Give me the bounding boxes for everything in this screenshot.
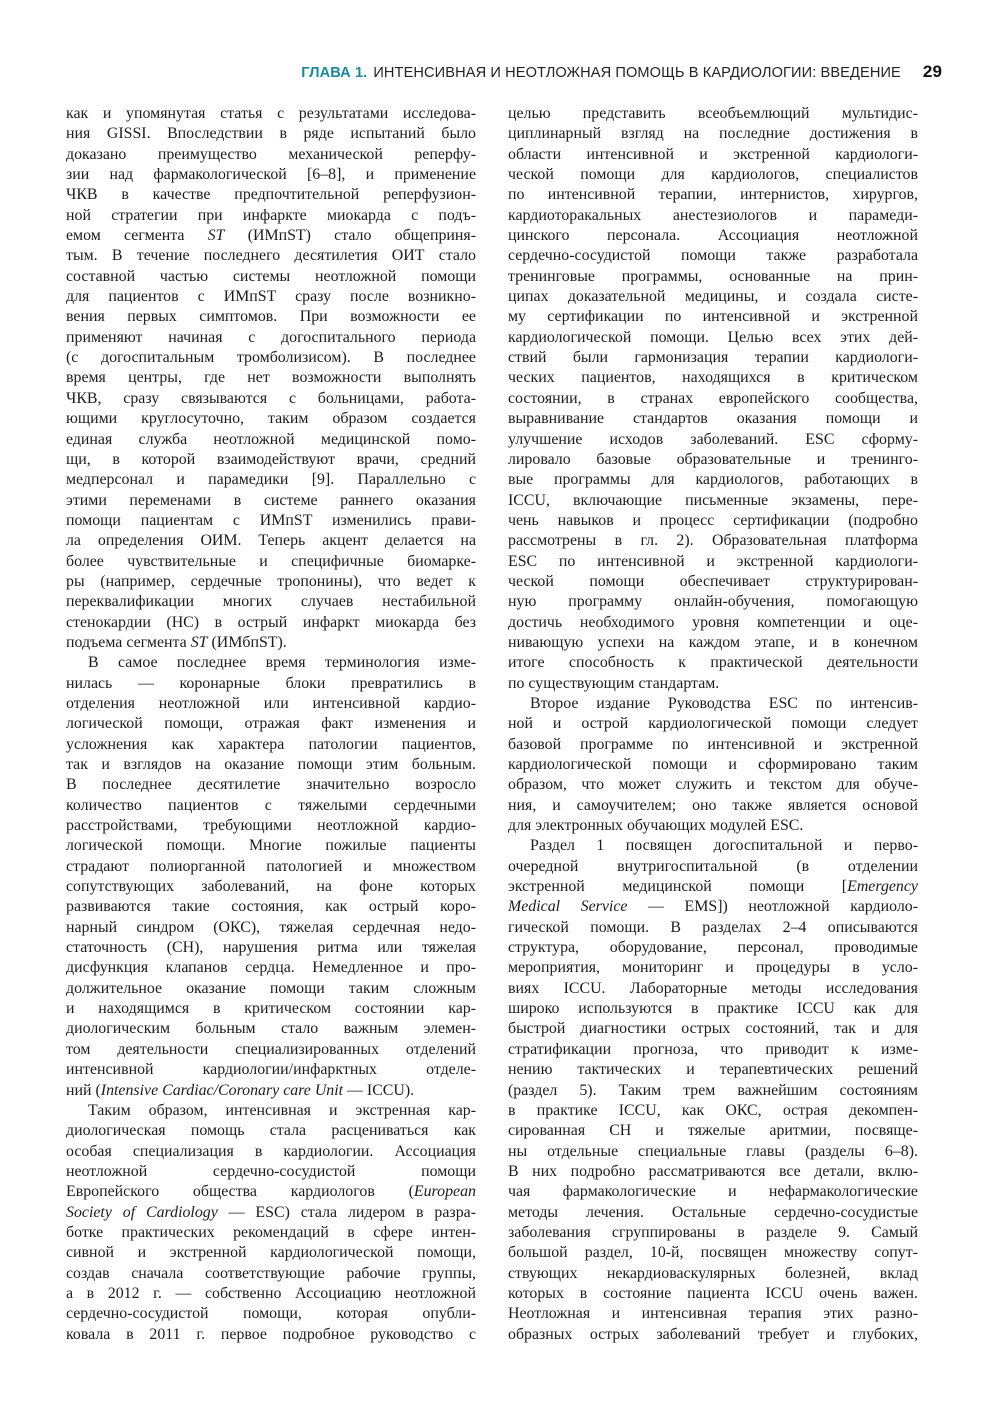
text-line: расстройствами, требующими неотложной кардио- <box>66 817 476 835</box>
text-line: ципах доказательной медицины, и создала систе- <box>508 288 918 306</box>
text-line: особая специализация в кардиологии. Ассоциация <box>66 1142 476 1160</box>
text-line: составной частью системы неотложной помощи <box>66 267 476 285</box>
text-line: очередной внутригоспитальной (в отделении <box>508 857 918 875</box>
text-line: а в 2012 г. — собственно Ассоциацию неотложной <box>66 1284 476 1302</box>
text-line: ния GISSI. Впоследствии в ряде испытаний было <box>66 125 476 143</box>
text-line: ICCU, включающие письменные экзамены, пере- <box>508 491 918 509</box>
text-line: выравнивание стандартов оказания помощи и <box>508 410 918 428</box>
text-line: итоге способность к практической деятельности <box>508 654 918 672</box>
text-line: экстренной медицинской помощи [Emergency <box>508 878 918 896</box>
text-line: методы лечения. Остальные сердечно-сосудистые <box>508 1203 918 1221</box>
text-line: страдают полиорганной патологией и множеством <box>66 857 476 875</box>
text-line: гической помощи. В разделах 2–4 описываются <box>508 918 918 936</box>
text-line: интенсивной кардиологии/инфарктных отделе- <box>66 1061 476 1079</box>
text-line: состоянии, в странах европейского сообщества, <box>508 389 918 407</box>
text-line: (раздел 5). Таким трем важнейшим состояниям <box>508 1081 918 1099</box>
text-line: для электронных обучающих модулей ESC. <box>508 817 804 835</box>
text-line: Society of Cardiology — ESC) стала лидером в разра- <box>66 1203 476 1221</box>
text-line: ческой помощи для кардиологов, специалистов <box>508 166 918 184</box>
text-line: медперсонал и парамедики [9]. Параллельно с <box>66 471 476 489</box>
text-line: нилась — коронарные блоки превратились в <box>66 674 476 692</box>
text-line: усложнения как характера патологии пациентов, <box>66 735 476 753</box>
chapter-label: ГЛАВА 1. <box>301 65 368 81</box>
chapter-title: ИНТЕНСИВНАЯ И НЕОТЛОЖНАЯ ПОМОЩЬ В КАРДИОЛОГИИ: ВВЕДЕНИЕ <box>373 65 901 81</box>
text-line: ры (например, сердечные тропонины), что ведет к <box>66 572 476 590</box>
text-line: базовой программе по интенсивной и экстренной <box>508 735 918 753</box>
text-line: отделения неотложной или интенсивной кардио- <box>66 694 476 712</box>
text-line: Европейского общества кардиологов (European <box>66 1183 476 1201</box>
text-line: стратификации прогноза, что приводит к изме- <box>508 1040 918 1058</box>
text-line: кардиоторакальных анестезиологов и парамеди- <box>508 206 918 224</box>
text-line: цинского персонала. Ассоциация неотложной <box>508 227 918 245</box>
left-text-column <box>66 104 476 1345</box>
text-line: ЧКВ в качестве предпочтительной реперфузион- <box>66 186 476 204</box>
text-line: диологическая помощь стала расцениваться как <box>66 1122 476 1140</box>
text-line: создав сначала соответствующие рабочие группы, <box>66 1264 476 1282</box>
text-line: тым. В течение последнего десятилетия ОИТ стало <box>66 247 476 265</box>
text-line: Второе издание Руководства ESC по интенсив- <box>530 694 918 712</box>
text-line: ческих пациентов, находящихся в критическом <box>508 369 918 387</box>
text-line: стенокардии (НС) в острый инфаркт миокарда без <box>66 613 476 631</box>
text-line: (с догоспитальным тромболизисом). В последнее <box>66 349 476 367</box>
text-line: ствий были гармонизация терапии кардиологи- <box>508 349 918 367</box>
text-line: му сертификации по интенсивной и экстренной <box>508 308 918 326</box>
text-line: Medical Service — EMS]) неотложной кардиоло- <box>508 898 918 916</box>
text-line: диологическим больным стало важным элемен- <box>66 1020 476 1038</box>
text-line: которых в состояние пациента ICCU очень важен. <box>508 1284 918 1302</box>
text-line: ной стратегии при инфаркте миокарда с подъ- <box>66 206 476 224</box>
text-line: этими переменами в системе раннего оказания <box>66 491 476 509</box>
text-line: улучшение исходов заболеваний. ESC сформу- <box>508 430 918 448</box>
text-line: применяют начиная с догоспитального периода <box>66 328 476 346</box>
text-line: виях ICCU. Лабораторные методы исследования <box>508 979 918 997</box>
text-line: вения первых симптомов. При возможности ее <box>66 308 476 326</box>
text-line: ной и острой кардиологической помощи следует <box>508 715 918 733</box>
text-line: статочность (СН), нарушения ритма или тяжелая <box>66 939 476 957</box>
text-line: для пациентов с ИМпST сразу после возникно- <box>66 288 476 306</box>
text-line: образом, что может служить и текстом для обуче- <box>508 776 918 794</box>
text-line: сердечно-сосудистой помощи, которая опубли- <box>66 1305 476 1323</box>
text-line: чень навыков и процесс сертификации (подробно <box>508 511 918 529</box>
text-line: более чувствительные и специфичные биомарке- <box>66 552 476 570</box>
text-line: сивной и экстренной кардиологической помощи, <box>66 1244 476 1262</box>
text-line: ния, и самоучителем; оно также является основой <box>508 796 918 814</box>
text-line: емом сегмента ST (ИМпST) стало общеприня- <box>66 227 476 245</box>
text-line: ческой помощи обеспечивает структурирован- <box>508 572 918 590</box>
text-line: тренинговые программы, основанные на прин- <box>508 267 918 285</box>
page-number: 29 <box>922 62 942 81</box>
text-line: как и упомянутая статья с результатами исследова- <box>66 105 476 122</box>
text-line: время центры, где нет возможности выполнять <box>66 369 476 387</box>
text-line: области интенсивной и экстренной кардиологи- <box>508 145 918 163</box>
text-line: достичь необходимого уровня компетенции и оце- <box>508 613 918 631</box>
text-line: нению тактических и терапевтических решений <box>508 1061 918 1079</box>
text-line: ESC по интенсивной и экстренной кардиологи- <box>508 552 918 570</box>
text-line: ботке практических рекомендаций в сфере интен- <box>66 1223 476 1241</box>
text-line: структура, оборудование, персонал, проводимые <box>508 939 918 957</box>
text-line: целью представить всеобъемлющий мультидис- <box>508 105 918 122</box>
text-line: Неотложная и интенсивная терапия этих разно- <box>508 1305 918 1323</box>
text-line: так и взглядов на оказание помощи этим больным. <box>66 756 476 773</box>
text-line: ла определения ОИМ. Теперь акцент делается на <box>66 532 476 550</box>
text-line: ЧКВ, сразу связываются с больницами, работа- <box>66 389 476 407</box>
text-line: большой раздел, 10-й, посвящен множеству сопут- <box>508 1244 918 1262</box>
text-line: сопутствующих заболеваний, на фоне которых <box>66 878 476 896</box>
text-line: щи, в которой взаимодействуют врачи, средний <box>66 450 476 468</box>
text-line: циплинарный взгляд на последние достижения в <box>508 125 918 143</box>
text-line: Раздел 1 посвящен догоспитальной и перво- <box>530 837 918 855</box>
text-line: подъема сегмента ST (ИМбпST). <box>66 633 287 651</box>
text-line: по существующим стандартам. <box>508 674 720 692</box>
text-line: единая служба неотложной медицинской помо- <box>66 430 476 448</box>
running-header <box>0 62 942 82</box>
text-line: ющими круглосуточно, таким образом создается <box>66 410 476 428</box>
text-line: дисфункция клапанов сердца. Немедленное и про- <box>66 959 476 977</box>
text-line: кардиологической помощи. Целью всех этих дей- <box>508 328 918 346</box>
text-line: неотложной сердечно-сосудистой помощи <box>66 1162 476 1180</box>
text-line: доказано преимущество механической реперфу- <box>66 145 476 163</box>
text-line: вые программы для кардиологов, работающих в <box>508 471 918 489</box>
right-text-column <box>508 104 918 1345</box>
text-line: переквалификации многих случаев нестабильной <box>66 593 476 611</box>
text-line: должительное оказание помощи таким сложным <box>66 979 476 997</box>
text-line: В последнее десятилетие значительно возросло <box>66 776 476 794</box>
text-line: широко используются в практике ICCU как для <box>508 1000 918 1018</box>
text-line: помощи пациентам с ИМпST изменились прави- <box>66 511 476 529</box>
text-line: том деятельности специализированных отделений <box>66 1040 476 1058</box>
text-line: нарный синдром (ОКС), тяжелая сердечная недо- <box>66 918 476 936</box>
text-line: количество пациентов с тяжелыми сердечными <box>66 796 476 814</box>
text-line: ковала в 2011 г. первое подробное руководство с <box>66 1325 476 1343</box>
text-line: быстрой диагностики острых состояний, так и для <box>508 1020 918 1038</box>
text-line: образных острых заболеваний требует и глубоких, <box>508 1325 918 1343</box>
text-line: ствующих некардиоваскулярных болезней, вклад <box>508 1264 918 1282</box>
text-line: В самое последнее время терминология изме- <box>88 654 476 672</box>
text-line: заболевания сгруппированы в разделе 9. Самый <box>508 1223 918 1241</box>
text-line: мероприятия, мониторинг и процедуры в усло- <box>508 959 918 977</box>
text-line: чая фармакологические и нефармакологические <box>508 1183 918 1201</box>
text-line: Таким образом, интенсивная и экстренная кар- <box>88 1101 476 1119</box>
text-line: рассмотрены в гл. 2). Образовательная платформа <box>508 532 918 550</box>
text-line: зии над фармакологической [6–8], и применение <box>66 166 476 184</box>
text-line: В них подробно рассматриваются все детали, вклю- <box>508 1162 918 1180</box>
text-line: сированная СН и тяжелые аритмии, посвяще- <box>508 1122 918 1140</box>
text-line: развиваются такие состояния, как острый коро- <box>66 898 476 916</box>
text-line: логической помощи. Многие пожилые пациенты <box>66 837 476 855</box>
text-line: кардиологической помощи и сформировано таким <box>508 756 918 773</box>
text-line: логической помощи, отражая факт изменения и <box>66 715 476 733</box>
text-line: и находящимся в критическом состоянии кар- <box>66 1000 476 1018</box>
text-line: в практике ICCU, как ОКС, острая декомпен- <box>508 1101 918 1119</box>
text-line: нивающую успехи на каждом этапе, и в конечном <box>508 633 918 651</box>
text-line: сердечно-сосудистой помощи также разработала <box>508 247 918 265</box>
text-line: ны отдельные специальные главы (разделы 6–8). <box>508 1142 918 1160</box>
text-line: по интенсивной терапии, интернистов, хирургов, <box>508 186 918 204</box>
text-line: лировало базовые образовательные и тренинго- <box>508 450 918 468</box>
text-line: ний (Intensive Cardiac/Coronary care Unit — ICCU). <box>66 1081 415 1099</box>
text-line: ную программу онлайн-обучения, помогающую <box>508 593 918 611</box>
